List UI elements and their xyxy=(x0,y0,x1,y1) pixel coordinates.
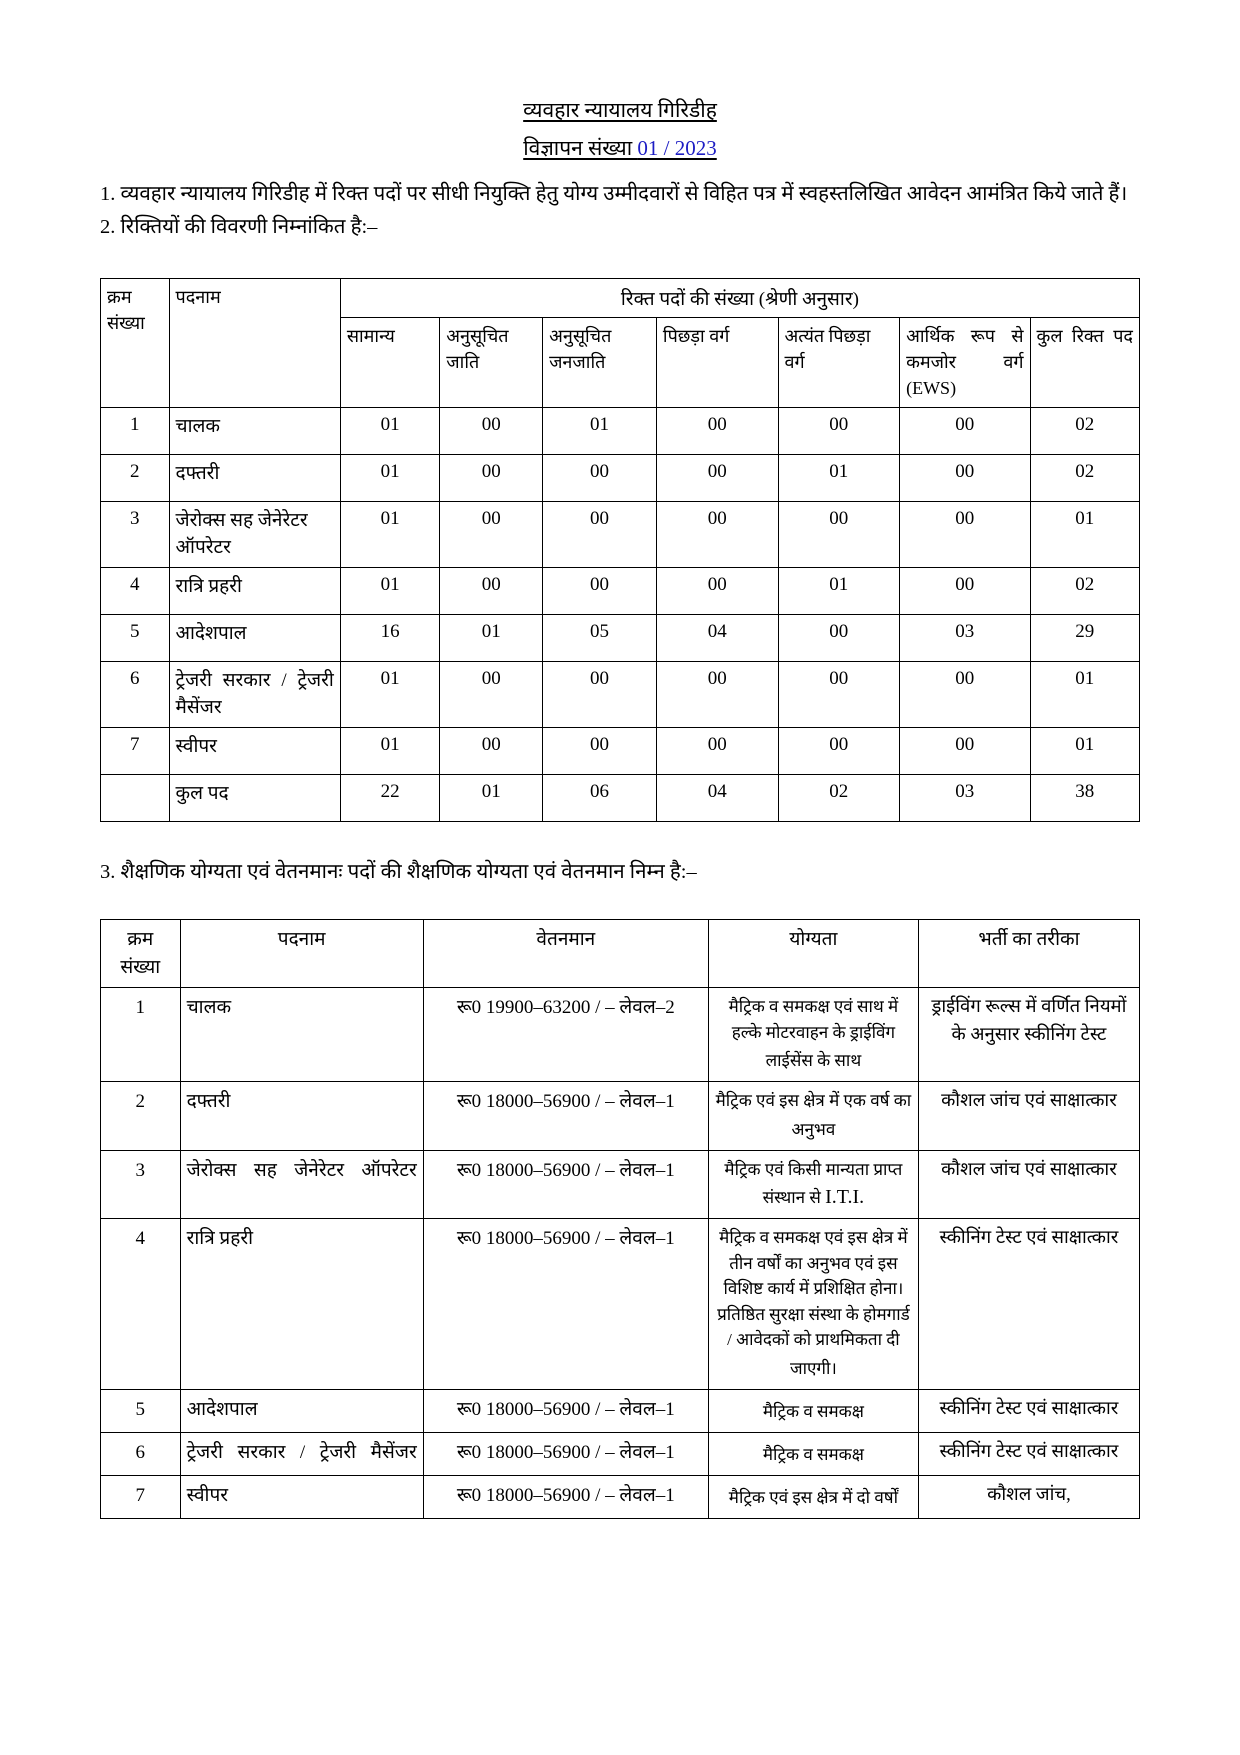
cell-ews: 00 xyxy=(900,455,1030,502)
cell-st: 00 xyxy=(543,662,657,728)
cell-general: 01 xyxy=(340,502,439,568)
cell-sc: 00 xyxy=(440,502,543,568)
row-serial: 7 xyxy=(101,728,170,775)
table-row xyxy=(101,615,1140,662)
table-row xyxy=(101,1475,1140,1518)
cell-st: 05 xyxy=(543,615,657,662)
row-post: स्वीपर xyxy=(169,728,340,775)
cell-total: 02 xyxy=(1030,568,1140,615)
column-header-general: सामान्य xyxy=(340,318,439,408)
advertisement-number xyxy=(523,133,717,165)
cell-st: 00 xyxy=(543,728,657,775)
total-ews: 03 xyxy=(900,775,1030,822)
column-header-sc: अनुसूचित जाति xyxy=(440,318,543,408)
total-sc: 01 xyxy=(440,775,543,822)
cell-ebc: 00 xyxy=(778,662,900,728)
cell-total: 02 xyxy=(1030,455,1140,502)
column-header-serial: क्रम संख्या xyxy=(101,920,181,988)
cell-bc: 00 xyxy=(656,455,778,502)
row-payscale: रू0 18000–56900 / – लेवल–1 xyxy=(423,1475,708,1518)
row-serial: 5 xyxy=(101,1389,181,1432)
row-post: दफ्तरी xyxy=(169,455,340,502)
row-qualification xyxy=(708,988,918,1082)
cell-general: 01 xyxy=(340,455,439,502)
table-row xyxy=(101,1082,1140,1151)
cell-ews: 00 xyxy=(900,728,1030,775)
cell-ebc: 00 xyxy=(778,615,900,662)
cell-total: 01 xyxy=(1030,502,1140,568)
cell-bc: 00 xyxy=(656,728,778,775)
cell-ebc: 00 xyxy=(778,502,900,568)
row-recruitment-mode: स्कीनिंग टेस्ट एवं साक्षात्कार xyxy=(918,1219,1139,1390)
advertisement-line xyxy=(100,133,1140,165)
row-qualification xyxy=(708,1150,918,1219)
table-row xyxy=(101,988,1140,1082)
qualification-text: मैट्रिक व समकक्ष xyxy=(762,1401,864,1421)
qualification-text: मैट्रिक एवं इस क्षेत्र में दो वर्षों xyxy=(728,1487,899,1507)
total-bc: 04 xyxy=(656,775,778,822)
column-header-recruitment-mode: भर्ती का तरीका xyxy=(918,920,1139,988)
page-title: व्यवहार न्यायालय गिरिडीह xyxy=(523,98,717,122)
row-qualification xyxy=(708,1475,918,1518)
table-row xyxy=(101,1219,1140,1390)
table-header-row xyxy=(101,279,1140,318)
table-row xyxy=(101,662,1140,728)
total-label: कुल पद xyxy=(169,775,340,822)
row-post: आदेशपाल xyxy=(180,1389,423,1432)
row-serial: 1 xyxy=(101,408,170,455)
document-header xyxy=(100,95,1140,127)
cell-total: 29 xyxy=(1030,615,1140,662)
row-serial: 6 xyxy=(101,662,170,728)
row-qualification xyxy=(708,1389,918,1432)
qualification-text: मैट्रिक एवं किसी मान्यता प्राप्त संस्थान से xyxy=(724,1159,903,1208)
advertisement-label: विज्ञापन संख्या xyxy=(523,135,638,160)
cell-general: 01 xyxy=(340,568,439,615)
cell-general: 01 xyxy=(340,728,439,775)
cell-sc: 00 xyxy=(440,662,543,728)
column-header-total: कुल रिक्त पद xyxy=(1030,318,1140,408)
row-serial: 5 xyxy=(101,615,170,662)
column-header-serial: क्रम संख्या xyxy=(101,279,170,408)
column-header-qualification: योग्यता xyxy=(708,920,918,988)
row-serial: 7 xyxy=(101,1475,181,1518)
column-header-ews: आर्थिक रूप से कमजोर वर्ग (EWS) xyxy=(900,318,1030,408)
qualification-text: मैट्रिक व समकक्ष एवं इस क्षेत्र में तीन वर्षों का अनुभव एवं इस विशिष्ट कार्य में प्रशिक्षित होना। प्रतिष्ठित सुरक्षा संस्था के होमगार्ड / आवेदकों को प्राथमिकता दी जाएगी। xyxy=(717,1228,910,1378)
qualification-text: मैट्रिक एवं इस क्षेत्र में एक वर्ष का अनुभव xyxy=(715,1091,912,1139)
cell-ebc: 01 xyxy=(778,455,900,502)
row-post: चालक xyxy=(180,988,423,1082)
column-header-payscale: वेतनमान xyxy=(423,920,708,988)
table-row xyxy=(101,1432,1140,1475)
row-recruitment-mode: स्कीनिंग टेस्ट एवं साक्षात्कार xyxy=(918,1389,1139,1432)
table-row xyxy=(101,1389,1140,1432)
cell-ebc: 01 xyxy=(778,568,900,615)
row-serial: 3 xyxy=(101,1150,181,1219)
cell-ebc: 00 xyxy=(778,408,900,455)
row-payscale: रू0 18000–56900 / – लेवल–1 xyxy=(423,1389,708,1432)
column-header-post: पदनाम xyxy=(169,279,340,408)
cell-total: 01 xyxy=(1030,728,1140,775)
row-qualification xyxy=(708,1432,918,1475)
row-serial: 2 xyxy=(101,1082,181,1151)
row-post: रात्रि प्रहरी xyxy=(180,1219,423,1390)
total-general: 22 xyxy=(340,775,439,822)
row-post: रात्रि प्रहरी xyxy=(169,568,340,615)
cell-st: 00 xyxy=(543,568,657,615)
total-ebc: 02 xyxy=(778,775,900,822)
row-recruitment-mode: कौशल जांच एवं साक्षात्कार xyxy=(918,1082,1139,1151)
row-payscale: रू0 18000–56900 / – लेवल–1 xyxy=(423,1219,708,1390)
cell-sc: 00 xyxy=(440,728,543,775)
row-post: आदेशपाल xyxy=(169,615,340,662)
cell-general: 01 xyxy=(340,408,439,455)
row-qualification xyxy=(708,1082,918,1151)
column-header-post: पदनाम xyxy=(180,920,423,988)
row-qualification xyxy=(708,1219,918,1390)
iti-text: I.T.I. xyxy=(825,1186,865,1209)
row-payscale: रू0 19900–63200 / – लेवल–2 xyxy=(423,988,708,1082)
qualification-text: मैट्रिक व समकक्ष एवं साथ में हल्के मोटरवाहन के ड्राईविंग लाईसेंस के साथ xyxy=(728,997,899,1071)
row-recruitment-mode: कौशल जांच, xyxy=(918,1475,1139,1518)
cell-ews: 00 xyxy=(900,502,1030,568)
cell-sc: 00 xyxy=(440,455,543,502)
cell-ews: 00 xyxy=(900,568,1030,615)
cell-general: 01 xyxy=(340,662,439,728)
table-row xyxy=(101,455,1140,502)
row-post: ट्रेजरी सरकार / ट्रेजरी मैसेंजर xyxy=(169,662,340,728)
cell-ews: 00 xyxy=(900,408,1030,455)
cell-bc: 00 xyxy=(656,568,778,615)
total-st: 06 xyxy=(543,775,657,822)
row-payscale: रू0 18000–56900 / – लेवल–1 xyxy=(423,1082,708,1151)
row-post: जेरोक्स सह जेनेरेटर ऑपरेटर xyxy=(169,502,340,568)
table-header-row xyxy=(101,920,1140,988)
column-header-bc: पिछड़ा वर्ग xyxy=(656,318,778,408)
table-row xyxy=(101,408,1140,455)
column-header-st: अनुसूचित जनजाति xyxy=(543,318,657,408)
cell-sc: 00 xyxy=(440,568,543,615)
cell-ebc: 00 xyxy=(778,728,900,775)
table-row xyxy=(101,568,1140,615)
row-serial: 1 xyxy=(101,988,181,1082)
intro-point-3: 3. शैक्षणिक योग्यता एवं वेतनमानः पदों की शैक्षणिक योग्यता एवं वेतनमान निम्न है:– xyxy=(100,861,697,884)
row-post: स्वीपर xyxy=(180,1475,423,1518)
cell-bc: 00 xyxy=(656,502,778,568)
row-serial: 6 xyxy=(101,1432,181,1475)
cell-sc: 01 xyxy=(440,615,543,662)
row-recruitment-mode: ड्राईविंग रूल्स में वर्णित नियमों के अनुसार स्कीनिंग टेस्ट xyxy=(918,988,1139,1082)
row-payscale: रू0 18000–56900 / – लेवल–1 xyxy=(423,1432,708,1475)
vacancy-table xyxy=(100,278,1140,822)
row-serial: 3 xyxy=(101,502,170,568)
row-post: चालक xyxy=(169,408,340,455)
row-post: जेरोक्स सह जेनेरेटर ऑपरेटर xyxy=(180,1150,423,1219)
row-serial: 4 xyxy=(101,568,170,615)
qualification-table xyxy=(100,919,1140,1519)
cell-total: 02 xyxy=(1030,408,1140,455)
cell-ews: 00 xyxy=(900,662,1030,728)
cell-total: 01 xyxy=(1030,662,1140,728)
cell-st: 01 xyxy=(543,408,657,455)
row-serial: 2 xyxy=(101,455,170,502)
cell-sc: 00 xyxy=(440,408,543,455)
cell-ews: 03 xyxy=(900,615,1030,662)
cell-general: 16 xyxy=(340,615,439,662)
row-post: ट्रेजरी सरकार / ट्रेजरी मैसेंजर xyxy=(180,1432,423,1475)
column-header-ebc: अत्यंत पिछड़ा वर्ग xyxy=(778,318,900,408)
row-post: दफ्तरी xyxy=(180,1082,423,1151)
cell-bc: 04 xyxy=(656,615,778,662)
table-row xyxy=(101,502,1140,568)
table-row xyxy=(101,1150,1140,1219)
cell-st: 00 xyxy=(543,455,657,502)
total-serial xyxy=(101,775,170,822)
row-recruitment-mode: स्कीनिंग टेस्ट एवं साक्षात्कार xyxy=(918,1432,1139,1475)
row-payscale: रू0 18000–56900 / – लेवल–1 xyxy=(423,1150,708,1219)
table-total-row xyxy=(101,775,1140,822)
row-recruitment-mode: कौशल जांच एवं साक्षात्कार xyxy=(918,1150,1139,1219)
table-row xyxy=(101,728,1140,775)
row-serial: 4 xyxy=(101,1219,181,1390)
intro-point-1: 1. व्यवहार न्यायालय गिरिडीह में रिक्त पदों पर सीधी नियुक्ति हेतु योग्य उम्मीदवारों से विहित पत्र में स्वहस्तलिखित आवेदन आमंत्रित किये जाते हैं। xyxy=(100,183,1128,205)
cell-bc: 00 xyxy=(656,408,778,455)
total-all: 38 xyxy=(1030,775,1140,822)
column-header-group: रिक्त पदों की संख्या (श्रेणी अनुसार) xyxy=(340,279,1139,318)
cell-st: 00 xyxy=(543,502,657,568)
advertisement-value: 01 / 2023 xyxy=(637,135,717,160)
intro-point-2: 2. रिक्तियों की विवरणी निम्नांकित है:– xyxy=(100,216,378,239)
qualification-text: मैट्रिक व समकक्ष xyxy=(762,1444,864,1464)
cell-bc: 00 xyxy=(656,662,778,728)
